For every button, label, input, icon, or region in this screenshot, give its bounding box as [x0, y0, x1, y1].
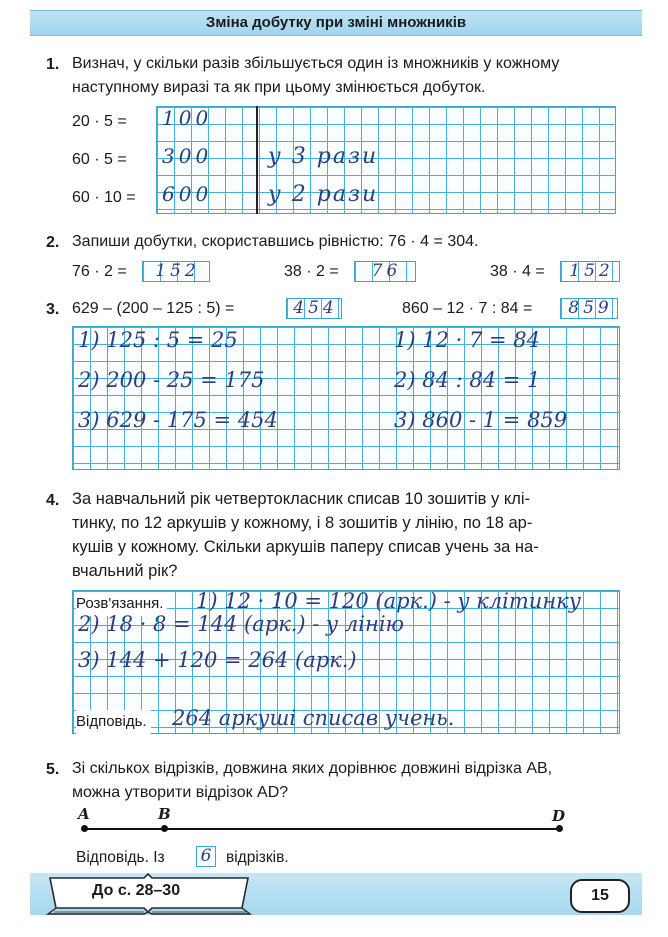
task5-answer: 6 [200, 846, 212, 866]
task3-left-answer-box [286, 298, 342, 319]
task2-answer-box-3 [560, 261, 620, 282]
task2-number: 2. [46, 234, 60, 251]
point-a-label: A [78, 805, 90, 823]
task2-answer-box-2 [354, 261, 416, 282]
task2-expr-1: 76 · 2 = [72, 263, 127, 280]
task1-note-2: у 3 рази [268, 144, 379, 169]
task3-right-expr: 860 – 12 · 7 : 84 = [402, 300, 533, 317]
task3-left-answer: 454 [293, 298, 338, 318]
page-title: Зміна добутку при зміні множників [205, 14, 467, 31]
task3-left-step-1: 1) 125 : 5 = 25 [78, 328, 238, 352]
task5-answer-suffix: відрізків. [226, 849, 289, 866]
task1-product-3: 600 [162, 182, 213, 206]
task4-text-line2: тинку, по 12 аркушів у кожному, і 8 зошитів у лінію, по 18 ар- [72, 514, 533, 532]
task1-product-2: 300 [162, 144, 213, 168]
task4-step-1: 1) 12 · 10 = 120 (арк.) - у клітинку [196, 589, 581, 613]
task3-right-step-3: 3) 860 - 1 = 859 [394, 408, 568, 432]
task2-expr-3: 38 · 4 = [490, 263, 545, 280]
task2-answer-3: 152 [569, 261, 614, 281]
task3-left-step-3: 3) 629 - 175 = 454 [78, 408, 278, 432]
footer-ref: До с. 28–30 [92, 882, 181, 899]
point-b-dot [161, 825, 168, 832]
task3-right-step-2: 2) 84 : 84 = 1 [394, 368, 541, 392]
task4-solution-label: Розв'язання. [76, 592, 167, 616]
task5-answer-prefix: Відповідь. Із [76, 849, 165, 866]
task4-step-2: 2) 18 · 8 = 144 (арк.) - у лінію [78, 612, 405, 636]
point-b-label: B [158, 805, 171, 823]
task2-answer-2: 76 [371, 261, 402, 281]
task3-number: 3. [46, 301, 60, 318]
task1-product-1: 100 [162, 106, 213, 130]
task4-number: 4. [46, 492, 60, 509]
task4-answer: 264 аркуші списав учень. [172, 706, 455, 730]
task2-answer-box-1 [142, 261, 210, 282]
page-number: 15 [591, 887, 609, 904]
task3-left-step-2: 2) 200 - 25 = 175 [78, 368, 265, 392]
task5-text-line1: Зі скількох відрізків, довжина яких дорівнює довжині відрізка AB, [72, 760, 553, 777]
task5-number: 5. [46, 761, 60, 778]
segment-ad [84, 828, 560, 830]
task5-answer-box [196, 846, 216, 867]
task4-text-line3: кушів у кожному. Скільки аркушів паперу списав учень за на- [72, 538, 539, 556]
point-d-dot [556, 825, 563, 832]
task4-text-line4: вчальний рік? [72, 562, 178, 580]
task3-right-answer-box [560, 298, 618, 319]
task2-expr-2: 38 · 2 = [284, 263, 339, 280]
page-number-badge [570, 879, 630, 913]
point-a-dot [81, 825, 88, 832]
task1-number: 1. [46, 56, 60, 73]
task3-right-answer: 859 [568, 298, 613, 318]
task4-step-3: 3) 144 + 120 = 264 (арк.) [78, 648, 357, 672]
task1-text-line1: Визнач, у скільки разів збільшується один із множників у кожному [72, 55, 560, 72]
task1-note-3: у 2 рази [268, 182, 379, 207]
point-d-label: D [552, 807, 566, 825]
task1-expr-1: 20 · 5 = [72, 113, 127, 130]
task1-expr-3: 60 · 10 = [72, 189, 136, 206]
page-title-bar [30, 10, 642, 36]
task3-left-expr: 629 – (200 – 125 : 5) = [72, 300, 235, 317]
task1-expr-2: 60 · 5 = [72, 151, 127, 168]
task1-text-line2: наступному виразі та як при цьому змінюється добуток. [72, 79, 486, 96]
task3-right-step-1: 1) 12 · 7 = 84 [394, 328, 541, 352]
task4-answer-label: Відповідь. [76, 710, 151, 734]
task2-text: Запиши добутки, скориставшись рівністю: 76 · 4 = 304. [72, 233, 479, 250]
task4-text-line1: За навчальний рік четвертокласник списав 10 зошитів у клі- [72, 490, 531, 508]
task2-answer-1: 152 [155, 261, 200, 281]
task1-grid [156, 106, 616, 214]
task5-text-line2: можна утворити відрізок AD? [72, 784, 289, 801]
task1-divider [256, 106, 258, 214]
